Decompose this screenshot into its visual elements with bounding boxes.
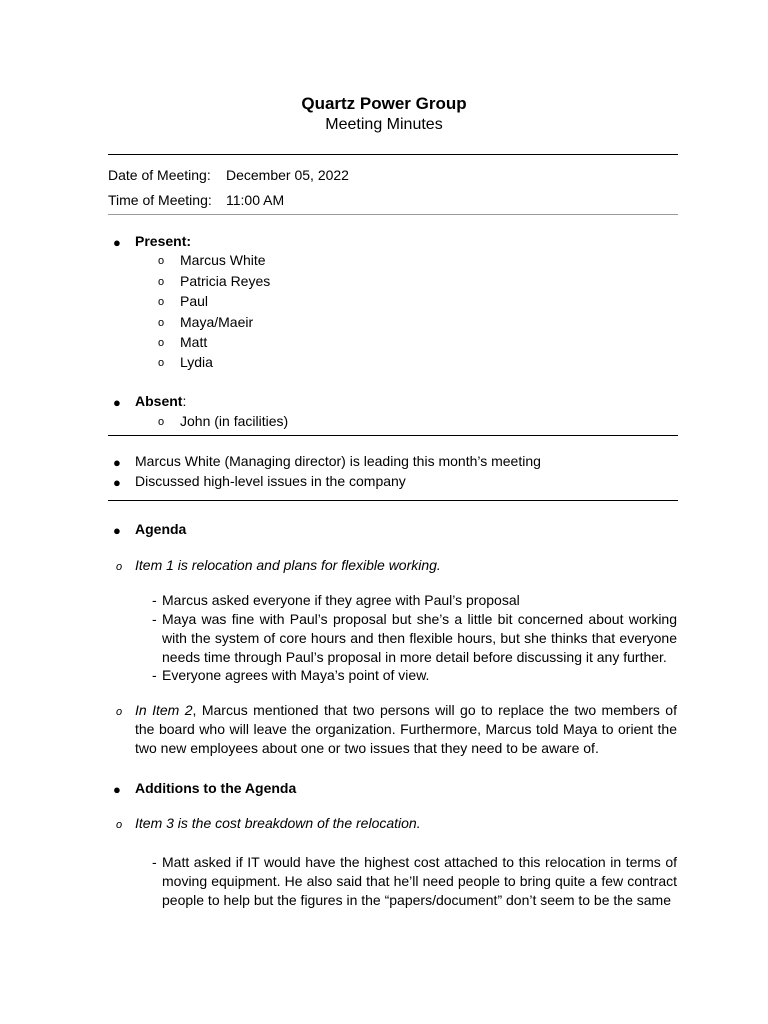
bullet-agenda: ●	[113, 523, 121, 538]
time-label: Time of Meeting:	[108, 192, 212, 208]
summary-line: Marcus White (Managing director) is leading this month’s meeting	[135, 453, 541, 469]
divider-attendance	[108, 435, 678, 436]
divider-summary	[108, 500, 678, 501]
present-person: Marcus White	[180, 252, 266, 268]
date-label: Date of Meeting:	[108, 167, 211, 183]
dash-marker: -	[152, 592, 157, 608]
agenda-heading: Agenda	[135, 521, 187, 537]
circle-bullet: o	[158, 296, 165, 308]
present-person: Patricia Reyes	[180, 273, 271, 289]
additions-item3-point: Matt asked if IT would have the highest cost attached to this relocation in terms of moving equipment. He also said that he’ll need people to bring quite a few contract people to help but the figures in the “papers/document” don’t seem to be the same	[162, 854, 677, 908]
absent-person: John (in facilities)	[180, 413, 289, 429]
circle-bullet: o	[158, 276, 165, 288]
present-label: Present:	[135, 233, 192, 249]
bullet-summary: ●	[113, 455, 121, 470]
bullet-additions: ●	[113, 782, 121, 797]
present-person: Maya/Maeir	[180, 314, 254, 330]
circle-bullet: o	[158, 317, 165, 329]
circle-bullet: o	[158, 255, 165, 267]
document-subtitle: Meeting Minutes	[325, 116, 443, 133]
company-title: Quartz Power Group	[301, 94, 467, 113]
present-person: Lydia	[180, 354, 213, 370]
circle-bullet: o	[158, 416, 165, 428]
divider-top	[108, 154, 678, 155]
dash-marker: -	[152, 854, 157, 870]
bullet-summary: ●	[113, 475, 121, 490]
date-value: December 05, 2022	[226, 167, 349, 183]
circle-bullet: o	[158, 337, 165, 349]
dash-marker: -	[152, 611, 157, 627]
circle-bullet: o	[116, 819, 123, 831]
additions-heading: Additions to the Agenda	[135, 780, 297, 796]
agenda-item1-point: Everyone agrees with Maya’s point of view.	[162, 667, 430, 683]
circle-bullet: o	[158, 357, 165, 369]
bullet-absent: ●	[113, 395, 121, 410]
agenda-item1-title: Item 1 is relocation and plans for flexible working.	[135, 557, 441, 573]
circle-bullet: o	[116, 561, 123, 573]
time-value: 11:00 AM	[226, 192, 285, 208]
absent-label: Absent:	[135, 393, 187, 409]
agenda-item2: In Item 2, Marcus mentioned that two persons will go to replace the two members of the board who will leave the organization. Furthermore, Marcus told Maya to orient the two new employees about one or two issues that they need to be aware of.	[135, 702, 677, 756]
circle-bullet: o	[116, 706, 123, 718]
bullet-present: ●	[113, 235, 121, 250]
present-person: Matt	[180, 334, 208, 350]
divider-meta	[108, 214, 678, 215]
additions-item3-title: Item 3 is the cost breakdown of the relocation.	[135, 815, 421, 831]
present-person: Paul	[180, 293, 209, 309]
summary-line: Discussed high-level issues in the company	[135, 473, 406, 489]
agenda-item1-point: Marcus asked everyone if they agree with Paul’s proposal	[162, 592, 520, 608]
dash-marker: -	[152, 667, 157, 683]
agenda-item1-point: Maya was fine with Paul’s proposal but she’s a little bit concerned about working with the system of core hours and then flexible hours, but she thinks that everyone needs time through Paul’s proposal in more detail before discussing it any further.	[162, 611, 677, 665]
